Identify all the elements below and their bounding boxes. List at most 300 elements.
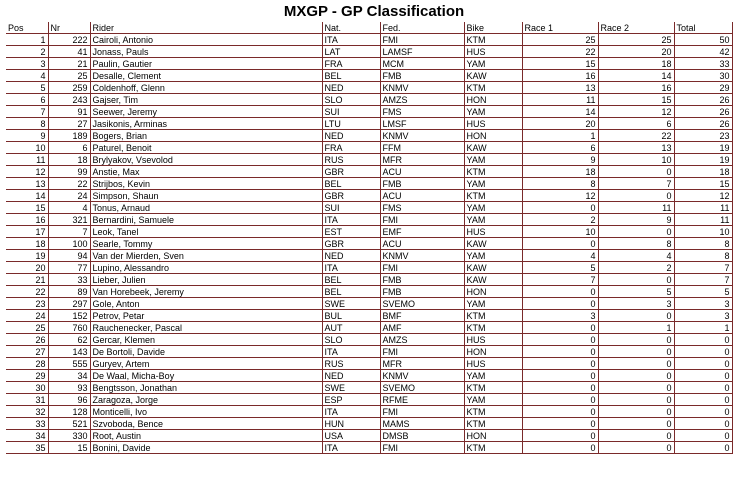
cell-nr: 100 xyxy=(48,238,90,250)
cell-nat: RUS xyxy=(322,358,380,370)
col-header-race1: Race 1 xyxy=(522,22,598,34)
cell-fed: LAMSF xyxy=(380,46,464,58)
table-row xyxy=(6,274,732,286)
cell-bike: YAM xyxy=(464,154,522,166)
cell-nat: NED xyxy=(322,130,380,142)
cell-race1: 0 xyxy=(522,406,598,418)
cell-fed: MFR xyxy=(380,358,464,370)
cell-bike: KAW xyxy=(464,262,522,274)
cell-pos: 34 xyxy=(6,430,48,442)
cell-total: 0 xyxy=(674,346,732,358)
cell-bike: KTM xyxy=(464,322,522,334)
cell-pos: 13 xyxy=(6,178,48,190)
cell-pos: 16 xyxy=(6,214,48,226)
cell-race2: 25 xyxy=(598,34,674,46)
cell-rider: Bonini, Davide xyxy=(90,442,322,454)
cell-nr: 94 xyxy=(48,250,90,262)
cell-race2: 0 xyxy=(598,418,674,430)
cell-nat: ITA xyxy=(322,262,380,274)
cell-bike: YAM xyxy=(464,298,522,310)
cell-total: 8 xyxy=(674,238,732,250)
cell-fed: RFME xyxy=(380,394,464,406)
table-row xyxy=(6,310,732,322)
cell-pos: 2 xyxy=(6,46,48,58)
cell-nr: 243 xyxy=(48,94,90,106)
cell-bike: HUS xyxy=(464,118,522,130)
cell-race1: 4 xyxy=(522,250,598,262)
cell-race2: 1 xyxy=(598,322,674,334)
cell-pos: 3 xyxy=(6,58,48,70)
cell-nat: NED xyxy=(322,82,380,94)
cell-fed: ACU xyxy=(380,238,464,250)
cell-rider: Anstie, Max xyxy=(90,166,322,178)
cell-fed: MAMS xyxy=(380,418,464,430)
table-body xyxy=(6,34,732,454)
cell-total: 12 xyxy=(674,190,732,202)
cell-race1: 14 xyxy=(522,106,598,118)
cell-fed: FMI xyxy=(380,346,464,358)
cell-bike: KTM xyxy=(464,34,522,46)
cell-fed: FMB xyxy=(380,286,464,298)
cell-nr: 34 xyxy=(48,370,90,382)
cell-race2: 0 xyxy=(598,166,674,178)
cell-nat: ESP xyxy=(322,394,380,406)
cell-fed: FMI xyxy=(380,34,464,46)
cell-nr: 41 xyxy=(48,46,90,58)
cell-nat: BEL xyxy=(322,70,380,82)
cell-fed: FMB xyxy=(380,274,464,286)
cell-race2: 12 xyxy=(598,106,674,118)
table-row xyxy=(6,154,732,166)
cell-pos: 11 xyxy=(6,154,48,166)
cell-race1: 2 xyxy=(522,214,598,226)
cell-pos: 25 xyxy=(6,322,48,334)
cell-bike: KTM xyxy=(464,406,522,418)
cell-pos: 6 xyxy=(6,94,48,106)
cell-rider: Guryev, Artem xyxy=(90,358,322,370)
table-row xyxy=(6,322,732,334)
cell-race2: 10 xyxy=(598,154,674,166)
cell-bike: KTM xyxy=(464,190,522,202)
cell-nr: 18 xyxy=(48,154,90,166)
cell-fed: SVEMO xyxy=(380,298,464,310)
cell-bike: YAM xyxy=(464,370,522,382)
cell-pos: 1 xyxy=(6,34,48,46)
cell-nr: 521 xyxy=(48,418,90,430)
cell-total: 0 xyxy=(674,334,732,346)
cell-pos: 23 xyxy=(6,298,48,310)
cell-total: 0 xyxy=(674,370,732,382)
cell-race2: 13 xyxy=(598,142,674,154)
cell-race1: 15 xyxy=(522,58,598,70)
cell-nr: 27 xyxy=(48,118,90,130)
cell-total: 0 xyxy=(674,382,732,394)
cell-nr: 555 xyxy=(48,358,90,370)
cell-race2: 0 xyxy=(598,334,674,346)
cell-fed: KNMV xyxy=(380,370,464,382)
cell-total: 8 xyxy=(674,250,732,262)
table-row xyxy=(6,34,732,46)
classification-table xyxy=(6,22,733,454)
cell-bike: KTM xyxy=(464,442,522,454)
cell-rider: Coldenhoff, Glenn xyxy=(90,82,322,94)
cell-total: 30 xyxy=(674,70,732,82)
cell-bike: HON xyxy=(464,94,522,106)
cell-race2: 0 xyxy=(598,406,674,418)
cell-race2: 0 xyxy=(598,430,674,442)
cell-nat: ITA xyxy=(322,34,380,46)
cell-rider: Rauchenecker, Pascal xyxy=(90,322,322,334)
cell-total: 50 xyxy=(674,34,732,46)
cell-bike: YAM xyxy=(464,178,522,190)
cell-race1: 0 xyxy=(522,418,598,430)
cell-bike: KAW xyxy=(464,238,522,250)
cell-race1: 6 xyxy=(522,142,598,154)
cell-nr: 89 xyxy=(48,286,90,298)
cell-pos: 20 xyxy=(6,262,48,274)
cell-total: 0 xyxy=(674,430,732,442)
cell-total: 11 xyxy=(674,202,732,214)
cell-race1: 10 xyxy=(522,226,598,238)
cell-race1: 0 xyxy=(522,238,598,250)
cell-total: 15 xyxy=(674,178,732,190)
cell-rider: Van Horebeek, Jeremy xyxy=(90,286,322,298)
cell-pos: 26 xyxy=(6,334,48,346)
cell-fed: KNMV xyxy=(380,130,464,142)
cell-bike: KTM xyxy=(464,82,522,94)
cell-nat: SWE xyxy=(322,382,380,394)
table-row xyxy=(6,286,732,298)
cell-nr: 99 xyxy=(48,166,90,178)
cell-nat: NED xyxy=(322,370,380,382)
cell-pos: 8 xyxy=(6,118,48,130)
cell-pos: 22 xyxy=(6,286,48,298)
cell-bike: YAM xyxy=(464,394,522,406)
cell-race1: 1 xyxy=(522,130,598,142)
cell-pos: 24 xyxy=(6,310,48,322)
cell-fed: EMF xyxy=(380,226,464,238)
cell-bike: HUS xyxy=(464,46,522,58)
cell-race1: 25 xyxy=(522,34,598,46)
table-row xyxy=(6,202,732,214)
cell-pos: 18 xyxy=(6,238,48,250)
cell-total: 19 xyxy=(674,142,732,154)
cell-pos: 35 xyxy=(6,442,48,454)
cell-pos: 30 xyxy=(6,382,48,394)
cell-nr: 96 xyxy=(48,394,90,406)
cell-race1: 0 xyxy=(522,430,598,442)
cell-race2: 0 xyxy=(598,310,674,322)
table-row xyxy=(6,226,732,238)
cell-nr: 259 xyxy=(48,82,90,94)
cell-rider: Lieber, Julien xyxy=(90,274,322,286)
cell-race2: 0 xyxy=(598,274,674,286)
cell-nr: 25 xyxy=(48,70,90,82)
cell-nat: SLO xyxy=(322,334,380,346)
cell-total: 26 xyxy=(674,106,732,118)
cell-race2: 0 xyxy=(598,370,674,382)
cell-pos: 32 xyxy=(6,406,48,418)
cell-bike: YAM xyxy=(464,58,522,70)
cell-race1: 0 xyxy=(522,202,598,214)
cell-nat: LTU xyxy=(322,118,380,130)
cell-total: 0 xyxy=(674,406,732,418)
cell-race2: 22 xyxy=(598,130,674,142)
cell-nat: SWE xyxy=(322,298,380,310)
cell-bike: HON xyxy=(464,286,522,298)
cell-bike: YAM xyxy=(464,106,522,118)
cell-bike: KAW xyxy=(464,274,522,286)
cell-rider: Paulin, Gautier xyxy=(90,58,322,70)
cell-race2: 16 xyxy=(598,82,674,94)
table-row xyxy=(6,370,732,382)
cell-fed: FMI xyxy=(380,214,464,226)
cell-nr: 4 xyxy=(48,202,90,214)
cell-nat: BUL xyxy=(322,310,380,322)
cell-race2: 5 xyxy=(598,286,674,298)
cell-nat: BEL xyxy=(322,286,380,298)
cell-nr: 152 xyxy=(48,310,90,322)
cell-bike: YAM xyxy=(464,214,522,226)
cell-nat: NED xyxy=(322,250,380,262)
cell-total: 3 xyxy=(674,310,732,322)
cell-rider: Cairoli, Antonio xyxy=(90,34,322,46)
cell-pos: 14 xyxy=(6,190,48,202)
table-row xyxy=(6,82,732,94)
table-row xyxy=(6,46,732,58)
cell-bike: HON xyxy=(464,130,522,142)
cell-pos: 19 xyxy=(6,250,48,262)
table-row xyxy=(6,298,732,310)
cell-nr: 321 xyxy=(48,214,90,226)
cell-race1: 11 xyxy=(522,94,598,106)
cell-pos: 4 xyxy=(6,70,48,82)
cell-bike: HUS xyxy=(464,226,522,238)
cell-fed: AMF xyxy=(380,322,464,334)
cell-race1: 8 xyxy=(522,178,598,190)
cell-bike: KTM xyxy=(464,418,522,430)
cell-race2: 20 xyxy=(598,46,674,58)
cell-pos: 28 xyxy=(6,358,48,370)
cell-race2: 0 xyxy=(598,382,674,394)
cell-rider: Searle, Tommy xyxy=(90,238,322,250)
cell-race1: 12 xyxy=(522,190,598,202)
table-row xyxy=(6,442,732,454)
table-row xyxy=(6,130,732,142)
cell-total: 0 xyxy=(674,358,732,370)
cell-rider: Monticelli, Ivo xyxy=(90,406,322,418)
cell-nr: 297 xyxy=(48,298,90,310)
cell-total: 26 xyxy=(674,118,732,130)
cell-nr: 7 xyxy=(48,226,90,238)
cell-rider: Gercar, Klemen xyxy=(90,334,322,346)
cell-bike: YAM xyxy=(464,250,522,262)
cell-race1: 5 xyxy=(522,262,598,274)
cell-nr: 189 xyxy=(48,130,90,142)
cell-race2: 3 xyxy=(598,298,674,310)
cell-race1: 0 xyxy=(522,298,598,310)
cell-race2: 7 xyxy=(598,178,674,190)
cell-fed: KNMV xyxy=(380,82,464,94)
cell-rider: Bernardini, Samuele xyxy=(90,214,322,226)
cell-nat: AUT xyxy=(322,322,380,334)
cell-rider: Gajser, Tim xyxy=(90,94,322,106)
table-row xyxy=(6,106,732,118)
cell-nr: 24 xyxy=(48,190,90,202)
cell-nr: 22 xyxy=(48,178,90,190)
cell-bike: KTM xyxy=(464,166,522,178)
cell-race1: 7 xyxy=(522,274,598,286)
cell-bike: KAW xyxy=(464,70,522,82)
table-row xyxy=(6,190,732,202)
table-row xyxy=(6,70,732,82)
cell-race2: 18 xyxy=(598,58,674,70)
table-row xyxy=(6,394,732,406)
cell-total: 5 xyxy=(674,286,732,298)
cell-race2: 9 xyxy=(598,214,674,226)
cell-total: 19 xyxy=(674,154,732,166)
cell-total: 23 xyxy=(674,130,732,142)
cell-rider: Bengtsson, Jonathan xyxy=(90,382,322,394)
cell-nr: 128 xyxy=(48,406,90,418)
cell-race2: 8 xyxy=(598,238,674,250)
cell-nr: 15 xyxy=(48,442,90,454)
cell-bike: KTM xyxy=(464,310,522,322)
cell-race1: 9 xyxy=(522,154,598,166)
cell-nat: ITA xyxy=(322,214,380,226)
cell-total: 1 xyxy=(674,322,732,334)
cell-pos: 31 xyxy=(6,394,48,406)
cell-rider: Szvoboda, Bence xyxy=(90,418,322,430)
table-row xyxy=(6,166,732,178)
cell-rider: Bogers, Brian xyxy=(90,130,322,142)
cell-rider: Gole, Anton xyxy=(90,298,322,310)
cell-nr: 760 xyxy=(48,322,90,334)
cell-rider: Jonass, Pauls xyxy=(90,46,322,58)
cell-race1: 22 xyxy=(522,46,598,58)
cell-total: 29 xyxy=(674,82,732,94)
cell-nr: 93 xyxy=(48,382,90,394)
cell-race1: 18 xyxy=(522,166,598,178)
cell-pos: 5 xyxy=(6,82,48,94)
cell-race2: 0 xyxy=(598,226,674,238)
cell-race1: 0 xyxy=(522,334,598,346)
cell-fed: FMB xyxy=(380,178,464,190)
col-header-fed: Fed. xyxy=(380,22,464,34)
cell-race2: 11 xyxy=(598,202,674,214)
table-row xyxy=(6,58,732,70)
cell-nat: FRA xyxy=(322,142,380,154)
cell-nat: EST xyxy=(322,226,380,238)
cell-fed: AMZS xyxy=(380,334,464,346)
cell-race1: 0 xyxy=(522,382,598,394)
cell-nat: BEL xyxy=(322,178,380,190)
cell-fed: FFM xyxy=(380,142,464,154)
cell-race1: 3 xyxy=(522,310,598,322)
cell-nat: ITA xyxy=(322,406,380,418)
cell-race1: 20 xyxy=(522,118,598,130)
cell-nat: USA xyxy=(322,430,380,442)
cell-rider: Petrov, Petar xyxy=(90,310,322,322)
cell-fed: SVEMO xyxy=(380,382,464,394)
cell-rider: Tonus, Arnaud xyxy=(90,202,322,214)
cell-pos: 29 xyxy=(6,370,48,382)
cell-fed: LMSF xyxy=(380,118,464,130)
cell-race2: 0 xyxy=(598,190,674,202)
cell-rider: Leok, Tanel xyxy=(90,226,322,238)
cell-bike: KTM xyxy=(464,382,522,394)
cell-race2: 4 xyxy=(598,250,674,262)
cell-fed: DMSB xyxy=(380,430,464,442)
cell-fed: FMI xyxy=(380,442,464,454)
cell-race1: 0 xyxy=(522,346,598,358)
cell-race1: 0 xyxy=(522,370,598,382)
col-header-pos: Pos xyxy=(6,22,48,34)
table-row xyxy=(6,430,732,442)
cell-nat: SLO xyxy=(322,94,380,106)
cell-nr: 222 xyxy=(48,34,90,46)
cell-fed: FMI xyxy=(380,406,464,418)
table-row xyxy=(6,142,732,154)
cell-race2: 2 xyxy=(598,262,674,274)
cell-total: 18 xyxy=(674,166,732,178)
table-row xyxy=(6,118,732,130)
cell-pos: 12 xyxy=(6,166,48,178)
table-row xyxy=(6,178,732,190)
cell-nr: 143 xyxy=(48,346,90,358)
cell-bike: HUS xyxy=(464,334,522,346)
cell-nat: GBR xyxy=(322,190,380,202)
cell-rider: Desalle, Clement xyxy=(90,70,322,82)
cell-race2: 0 xyxy=(598,358,674,370)
cell-pos: 17 xyxy=(6,226,48,238)
cell-fed: BMF xyxy=(380,310,464,322)
cell-total: 0 xyxy=(674,418,732,430)
table-row xyxy=(6,214,732,226)
cell-nat: RUS xyxy=(322,154,380,166)
cell-total: 7 xyxy=(674,262,732,274)
cell-total: 26 xyxy=(674,94,732,106)
cell-total: 0 xyxy=(674,442,732,454)
cell-race1: 0 xyxy=(522,322,598,334)
cell-nr: 77 xyxy=(48,262,90,274)
table-row xyxy=(6,346,732,358)
cell-fed: FMS xyxy=(380,202,464,214)
cell-nr: 91 xyxy=(48,106,90,118)
table-row xyxy=(6,94,732,106)
cell-fed: MCM xyxy=(380,58,464,70)
table-row xyxy=(6,358,732,370)
table-row xyxy=(6,334,732,346)
cell-bike: HUS xyxy=(464,358,522,370)
cell-nr: 6 xyxy=(48,142,90,154)
cell-race2: 14 xyxy=(598,70,674,82)
cell-pos: 15 xyxy=(6,202,48,214)
cell-race2: 15 xyxy=(598,94,674,106)
cell-rider: Lupino, Alessandro xyxy=(90,262,322,274)
cell-total: 11 xyxy=(674,214,732,226)
cell-rider: Root, Austin xyxy=(90,430,322,442)
cell-nr: 330 xyxy=(48,430,90,442)
col-header-nat: Nat. xyxy=(322,22,380,34)
cell-nat: ITA xyxy=(322,346,380,358)
cell-bike: HON xyxy=(464,346,522,358)
cell-fed: FMB xyxy=(380,70,464,82)
cell-nat: SUI xyxy=(322,106,380,118)
cell-fed: KNMV xyxy=(380,250,464,262)
cell-pos: 7 xyxy=(6,106,48,118)
cell-rider: Jasikonis, Arminas xyxy=(90,118,322,130)
